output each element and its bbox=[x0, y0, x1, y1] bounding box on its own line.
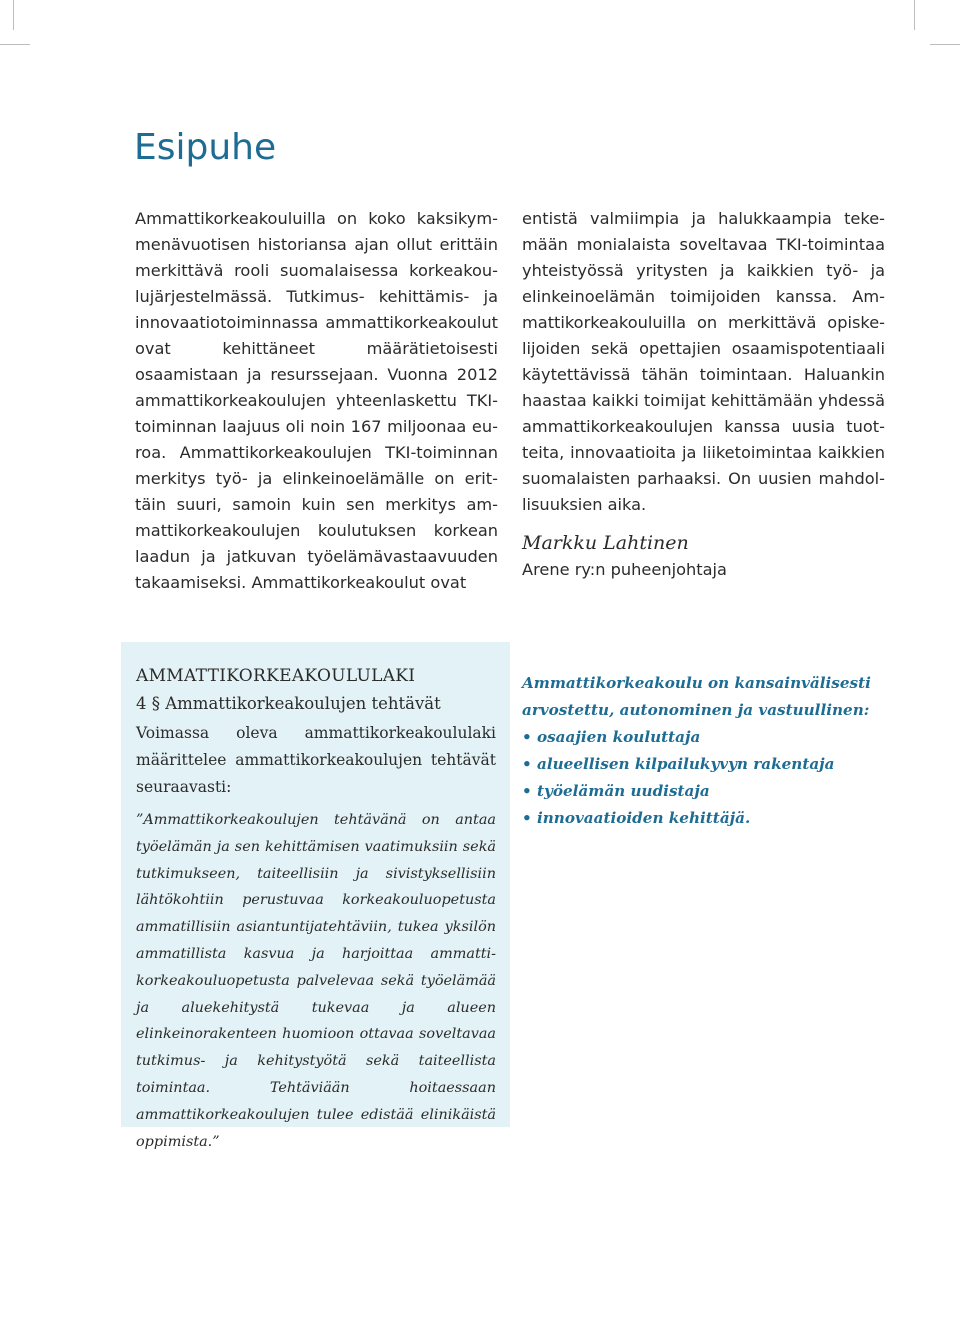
crop-mark bbox=[914, 0, 915, 30]
highlight-list bbox=[522, 670, 892, 832]
page-title: Esipuhe bbox=[134, 127, 277, 168]
list-item: • innovaatioiden kehittäjä. bbox=[522, 805, 892, 832]
list-item: • alueellisen kilpailukyvyn rakentaja bbox=[522, 751, 892, 778]
crop-mark bbox=[13, 0, 14, 30]
highlight-lead: Ammattikorkeakoulu on kansainvälisesti arvostettu, autonominen ja vastuullinen: bbox=[522, 674, 871, 719]
highlight-items bbox=[522, 724, 892, 832]
law-box-content bbox=[136, 662, 496, 1155]
law-intro: Voimassa oleva ammattikorkeakoululaki määrittelee ammattikorkeakoulujen tehtävät seuraavasti: bbox=[136, 724, 496, 796]
law-quote: ”Ammattikorkeakoulujen tehtävänä on antaa työelämän ja sen kehittämisen vaatimuksiin sekä tutkimukseen, taiteellisiin ja sivistyksellisiin lähtökohtiin perustuvaa korkeakouluopetusta ammatillisiin asiantuntijatehtäviin, tukea yksilön ammatillista kasvua ja harjoittaa ammattikorkeakouluopetusta palvelevaa sekä työelämää ja aluekehitystä tukevaa ja alueen elinkeinorakenteen huomioon ottavaa soveltavaa tutkimus- ja kehitystyötä sekä taiteellista toimintaa. Tehtäviään hoitaessaan ammattikorkeakoulujen tulee edistää elinikäistä oppimista.” bbox=[136, 812, 496, 1150]
list-item: • työelämän uudistaja bbox=[522, 778, 892, 805]
preface-paragraph: Ammattikorkeakouluilla on koko kaksikymmenävuotisen historiansa ajan ollut erittäin merkittävä rooli suomalaisessa korkeakoulujärjestelmässä. Tutkimus- kehittämis- ja innovaatiotoiminnassa ammattikorkeakoulut ovat kehittäneet määrätietoisesti osaamistaan ja resurssejaan. Vuonna 2012 ammattikorkeakoulujen yhteenlaskettu TKI-toiminnan laajuus oli noin 167 miljoonaa euroa. Ammattikorkeakoulujen TKI-toiminnan merkitys työ- ja elinkeinoelämälle on erittäin suuri, samoin kuin sen merkitys ammattikorkeakoulujen koulutuksen korkean laadun ja jatkuvan työelämävastaavuuden takaamiseksi. Ammattikorkeakoulut ovat bbox=[135, 209, 498, 592]
preface-column-right bbox=[522, 206, 885, 584]
law-box bbox=[121, 642, 510, 1150]
crop-mark bbox=[930, 44, 960, 45]
preface-column-left bbox=[135, 206, 498, 596]
list-item: • osaajien kouluttaja bbox=[522, 724, 892, 751]
law-section-title: 4 § Ammattikorkeakoulujen tehtävät bbox=[136, 694, 441, 713]
preface-paragraph-continued: entistä valmiimpia ja halukkaampia tekemään monialaista soveltavaa TKI-toimintaa yhteistyössä yritysten ja kaikkien työ- ja elinkeinoelämän toimijoiden kanssa. Ammattikorkeakouluilla on merkittävä opiskelijoiden sekä opettajien osaamispotentiaali käytettävissä tähän toimintaan. Haluankin haastaa kaikki toimijat kehittämään yhdessä ammattikorkeakoulujen kanssa uusia tuotteita, innovaatioita ja liiketoimintaa kaikkien suomalaisten parhaaksi. On uusien mahdollisuuksien aika. bbox=[522, 209, 885, 514]
law-heading: AMMATTIKORKEAKOULULAKI bbox=[136, 666, 416, 686]
signature-role: Arene ry:n puheenjohtaja bbox=[522, 560, 727, 579]
crop-mark bbox=[0, 44, 30, 45]
signature-name: Markku Lahtinen bbox=[522, 532, 689, 554]
